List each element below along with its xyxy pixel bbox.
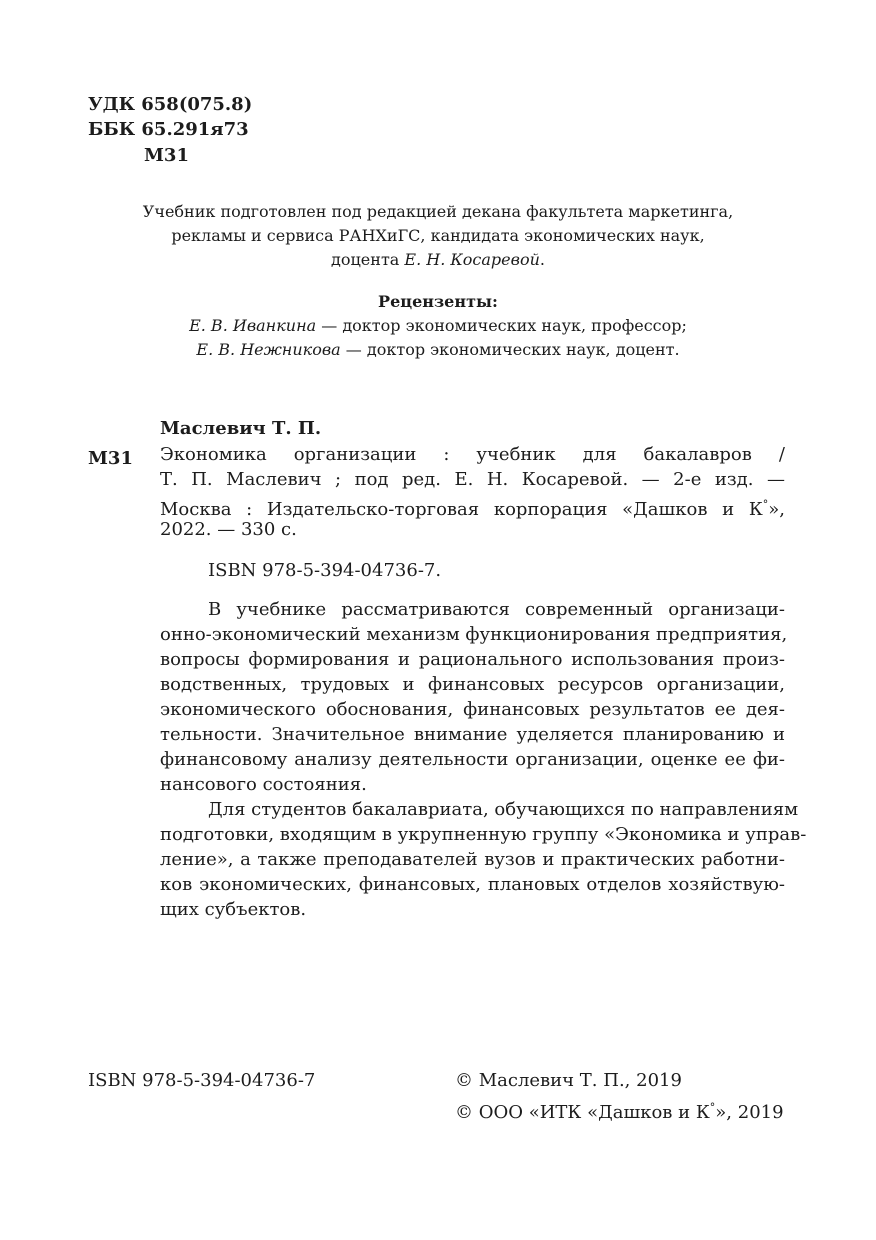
reviewer-desc: — доктор экономических наук, доцент. <box>340 340 680 359</box>
copyright-publisher-name: © ООО «ИТК «Дашков и К <box>455 1102 710 1123</box>
editor-note-suffix: . <box>539 250 545 269</box>
annotation-line: В учебнике рассматриваются современный организаци- <box>208 599 785 620</box>
bib-isbn: ISBN 978-5-394-04736-7. <box>208 560 442 581</box>
annotation-line: щих субъектов. <box>160 899 307 920</box>
bib-line: Т. П. Маслевич ; под ред. Е. Н. Косаревой. — 2-е изд. — <box>160 469 785 490</box>
udk-code: УДК 658(075.8) <box>88 94 253 115</box>
bib-line: Экономика организации : учебник для бакалавров / <box>160 444 785 465</box>
bib-publisher: Москва : Издательско-торговая корпорация «Дашков и К <box>160 499 763 520</box>
editor-note-line: Учебник подготовлен под редакцией декана факультета маркетинга, <box>142 202 734 221</box>
annotation-line: финансовому анализу деятельности организации, оценке ее фи- <box>160 749 785 770</box>
bib-margin-code: М31 <box>88 448 133 469</box>
degree-sup: ° <box>762 498 769 511</box>
copyright-publisher-year: », 2019 <box>715 1102 784 1123</box>
author-mark-code: М31 <box>144 145 189 166</box>
editor-note-line: рекламы и сервиса РАНХиГС, кандидата экономических наук, <box>171 226 705 245</box>
reviewer-name: Е. В. Нежникова <box>196 340 341 359</box>
reviewer-desc: — доктор экономических наук, профессор; <box>316 316 687 335</box>
annotation-line: Для студентов бакалавриата, обучающихся по направлениям <box>208 799 799 820</box>
annotation-line: подготовки, входящим в укрупненную группу «Экономика и управ- <box>160 824 807 845</box>
annotation-line: экономического обоснования, финансовых результатов ее дея- <box>160 699 785 720</box>
bib-line: 2022. — 330 с. <box>160 519 297 540</box>
bbk-code: ББК 65.291я73 <box>88 119 249 140</box>
bib-publisher-end: », <box>768 499 785 520</box>
editor-note-line <box>88 248 788 272</box>
annotation-line: ков экономических, финансовых, плановых отделов хозяйствую- <box>160 874 785 895</box>
annotation-line: тельности. Значительное внимание уделяется планированию и <box>160 724 785 745</box>
annotation-line: водственных, трудовых и финансовых ресурсов организации, <box>160 674 785 695</box>
copyright-publisher <box>455 1095 784 1125</box>
reviewer-name: Е. В. Иванкина <box>189 316 317 335</box>
reviewers-heading: Рецензенты: <box>378 292 498 311</box>
editor-note-prefix: доцента <box>331 250 405 269</box>
annotation-line: онно-экономический механизм функционирования предприятия, <box>160 624 788 645</box>
annotation-line: вопросы формирования и рационального использования произ- <box>160 649 785 670</box>
reviewer-item <box>88 338 788 362</box>
annotation-line: нансового состояния. <box>160 774 367 795</box>
copyright-author: © Маслевич Т. П., 2019 <box>455 1070 682 1091</box>
bib-author: Маслевич Т. П. <box>160 418 322 439</box>
annotation-line: ление», а также преподавателей вузов и практических работни- <box>160 849 785 870</box>
editor-name: Е. Н. Косаревой <box>404 250 540 269</box>
footer-isbn: ISBN 978-5-394-04736-7 <box>88 1070 316 1091</box>
degree-sup: ° <box>709 1101 716 1114</box>
reviewer-item <box>88 314 788 338</box>
